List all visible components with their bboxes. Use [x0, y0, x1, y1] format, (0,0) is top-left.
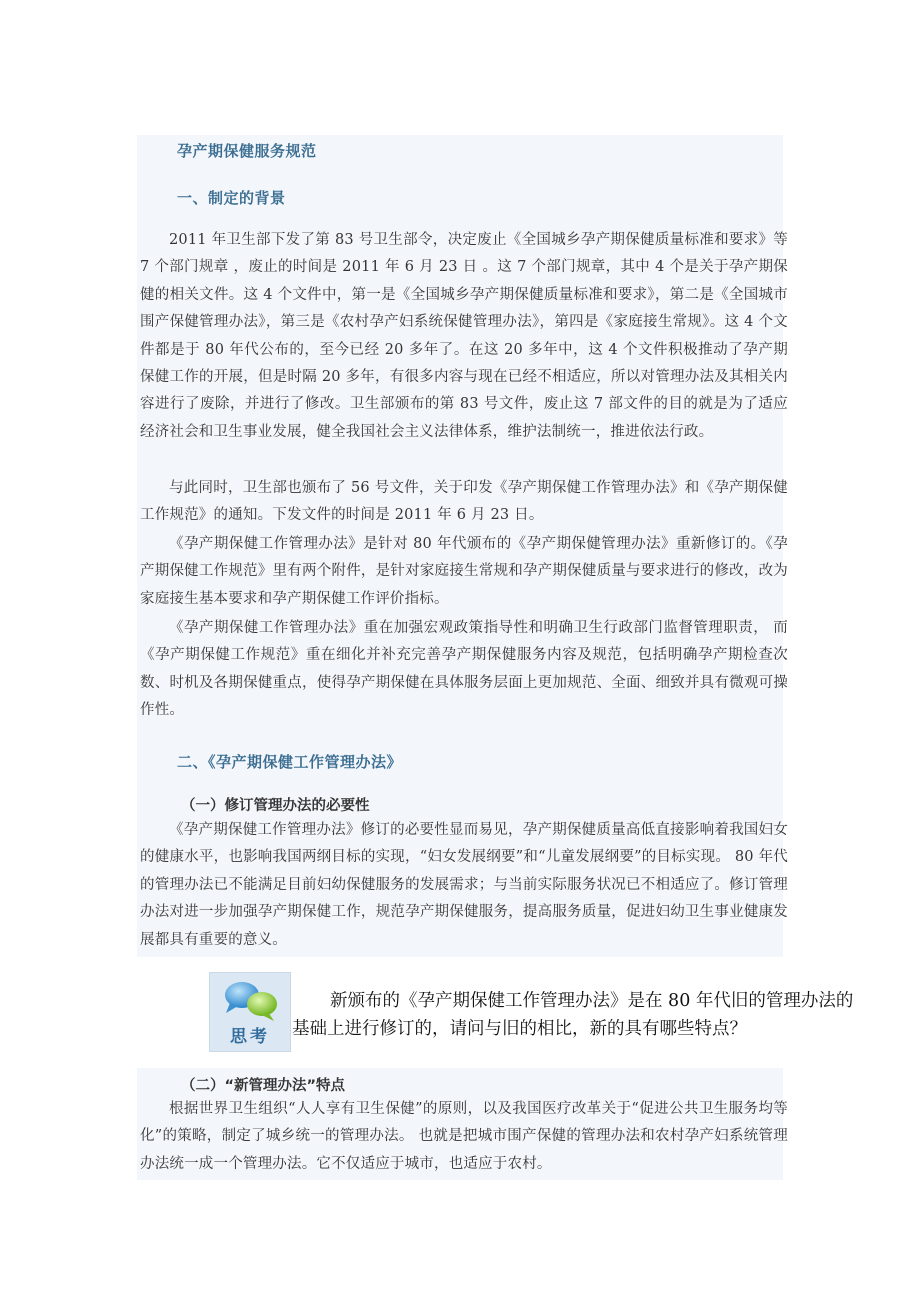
section1-paragraph-2: 与此同时，卫生部也颁布了 56 号文件，关于印发《孕产期保健工作管理办法》和《孕产期保健工作规范》的通知。下发文件的时间是 2011 年 6 月 23 日。 [140, 480, 788, 524]
section1-paragraph-4: 《孕产期保健工作管理办法》重在加强宏观政策指导性和明确卫生行政部门监督管理职责， 而《孕产期保健工作规范》重在细化并补充完善孕产期保健服务内容及规范，包括明确孕产期检查次数、时机及各期保健重点，使得孕产期保健在具体服务层面上更加规范、全面、细致并具有微观可操作性。 [140, 620, 788, 719]
section2-sub1-heading: （一）修订管理办法的必要性 [181, 798, 370, 814]
section2-sub2-paragraph: 根据世界卫生组织“人人享有卫生保健”的原则，以及我国医疗改革关于“促进公共卫生服务均等化”的策略，制定了城乡统一的管理办法。 也就是把城市围产保健的管理办法和农村孕产妇系统管理办法统一成一个管理办法。它不仅适应于城市，也适应于农村。 [140, 1101, 788, 1172]
content-block-secondary [137, 1068, 788, 1180]
section1-paragraph-1: 2011 年卫生部下发了第 83 号卫生部令，决定废止《全国城乡孕产期保健质量标准和要求》等 7 个部门规章 ，废止的时间是 2011 年 6 月 23 日 。这 7 个部门规章，其中 4 个是关于孕产期保健的相关文件。这 4 个文件中，第一是《全国城乡孕产期保健质量标准和要求》，第二是《全国城市围产保健管理办法》，第三是《农村孕产妇系统保健管理办法》，第四是《家庭接生常规》。这 4 个文件都是于 80 年代公布的，至今已经 20 多年了。在这 20 多年中，这 4 个文件积极推动了孕产期保健工作的开展，但是时隔 20 多年，有很多内容与现在已经不相适应，所以对管理办法及其相关内容进行了废除，并进行了修改。卫生部颁布的第 83 号文件，废止这 7 部文件的目的就是为了适应经济社会和卫生事业发展，健全我国社会主义法律体系，维护法制统一，推进依法行政。 [140, 232, 788, 440]
section2-heading: 二、《孕产期保健工作管理办法》 [177, 753, 403, 771]
section1-heading: 一、制定的背景 [177, 189, 286, 207]
speech-bubbles-icon [210, 973, 292, 1029]
section2-sub2-heading: （二）“新管理办法”特点 [181, 1078, 346, 1094]
section1-paragraph-3: 《孕产期保健工作管理办法》是针对 80 年代颁布的《孕产期保健管理办法》重新修订的。《孕产期保健工作规范》里有两个附件，是针对家庭接生常规和孕产期保健质量与要求进行的修改，改为家庭接生基本要求和孕产期保健工作评价指标。 [140, 536, 788, 607]
document-title: 孕产期保健服务规范 [177, 142, 317, 160]
think-question [292, 987, 864, 1043]
think-label: 思考 [230, 1027, 270, 1047]
section2-sub1-paragraph: 《孕产期保健工作管理办法》修订的必要性显而易见，孕产期保健质量高低直接影响着我国妇女的健康水平，也影响我国两纲目标的实现，“妇女发展纲要”和“儿童发展纲要”的目标实现。 80 年代的管理办法已不能满足目前妇幼保健服务的发展需求；与当前实际服务状况已不相适应了。修订管理办法对进一步加强孕产期保健工作，规范孕产期保健服务，提高服务质量，促进妇幼卫生事业健康发展都具有重要的意义。 [140, 822, 788, 948]
think-box [209, 972, 291, 1052]
content-block-main [137, 135, 788, 957]
think-question-text: 新颁布的《孕产期保健工作管理办法》是在 80 年代旧的管理办法的基础上进行修订的，请问与旧的相比，新的具有哪些特点？ [292, 991, 854, 1039]
